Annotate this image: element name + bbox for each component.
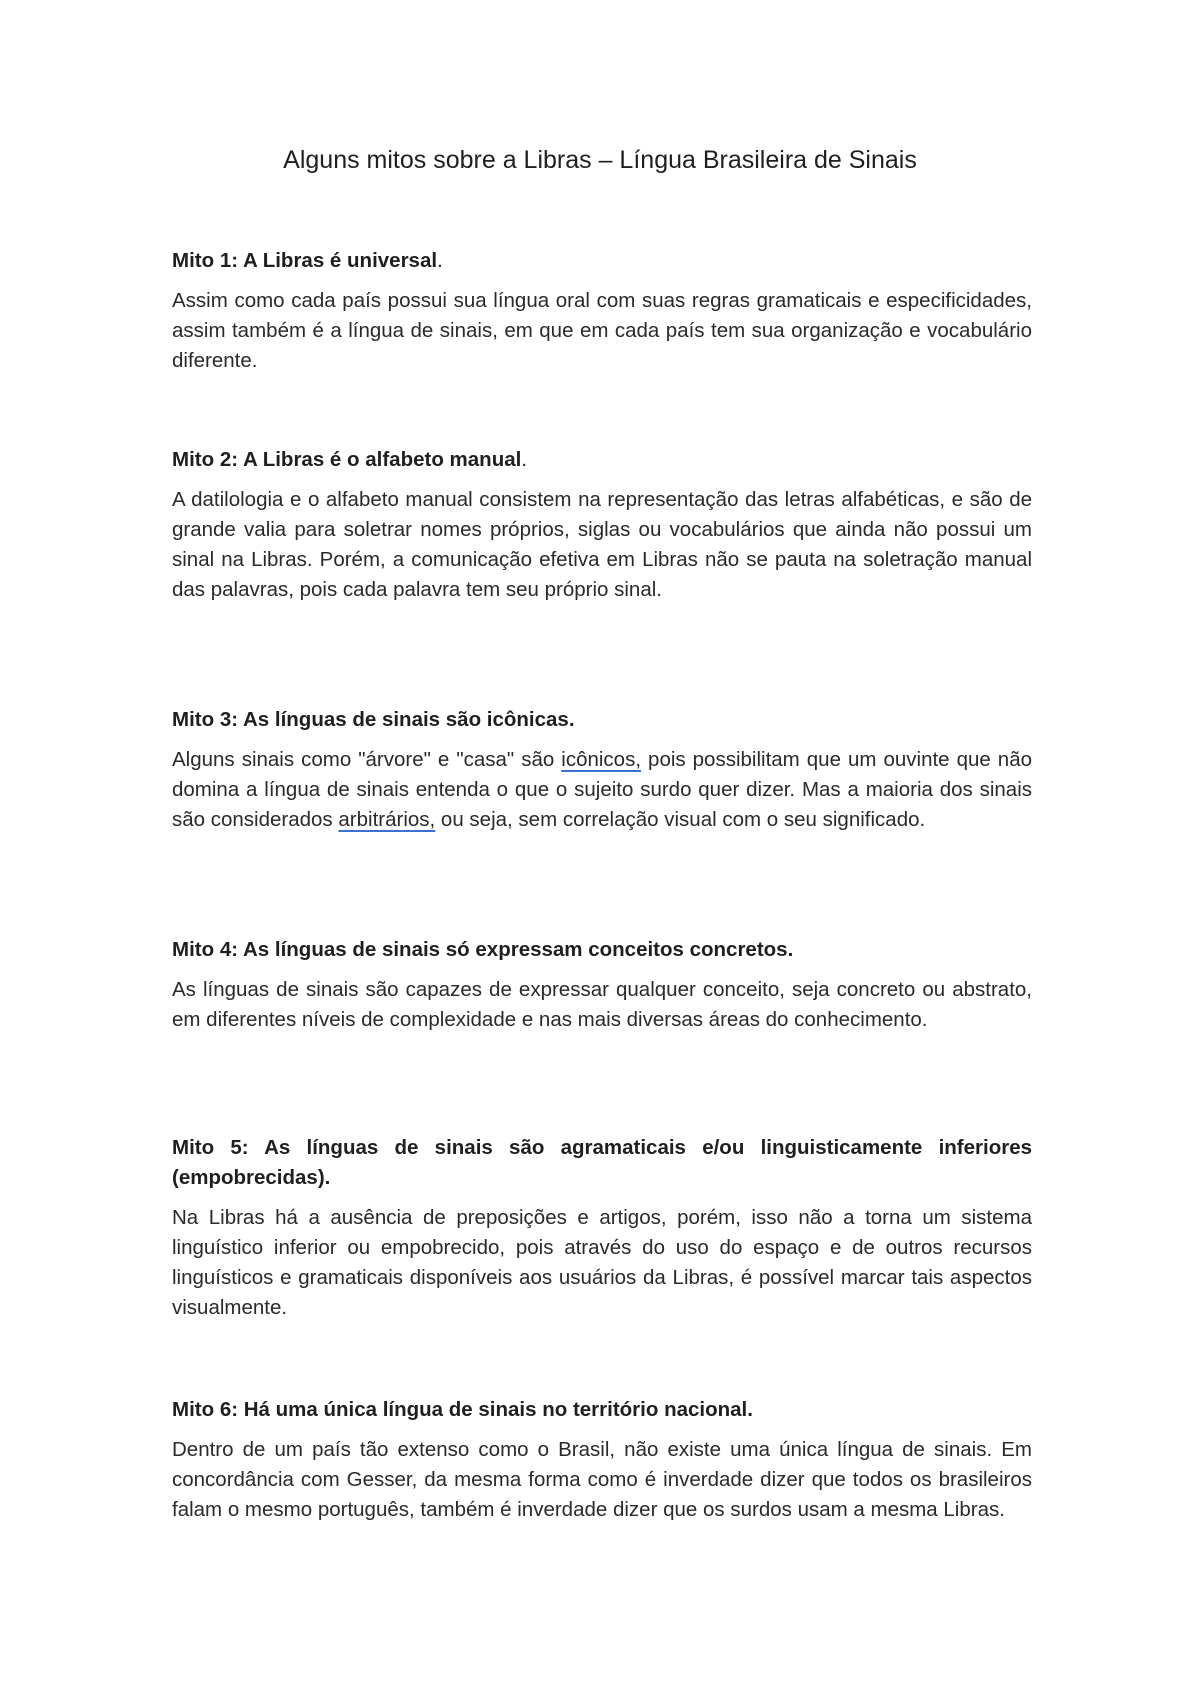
myth-body-3-part-3: ou seja, sem correlação visual com o seu significado. bbox=[435, 808, 926, 831]
myth-body-3-part-2: pois possibilitam que um ouvinte que não domina a língua de sinais entenda o que o sujeito surdo quer dizer. Mas a maioria dos sinais são considerados bbox=[172, 748, 1032, 831]
myth-section-1 bbox=[172, 246, 1032, 376]
myth-body-6: Dentro de um país tão extenso como o Brasil, não existe uma única língua de sinais. Em concordância com Gesser, da mesma forma como é inverdade dizer que todos os brasileiros falam o mesmo português, também é inverdade dizer que os surdos usam a mesma Libras. bbox=[172, 1438, 1032, 1521]
myth-body-5: Na Libras há a ausência de preposições e artigos, porém, isso não a torna um sistema linguístico inferior ou empobrecido, pois através do uso do espaço e de outros recursos linguísticos e gramaticais disponíveis aos usuários da Libras, é possível marcar tais aspectos visualmente. bbox=[172, 1206, 1032, 1319]
myth-heading-2-text: Mito 2: A Libras é o alfabeto manual bbox=[172, 448, 522, 471]
myth-heading-5: Mito 5: As línguas de sinais são agramaticais e/ou linguisticamente inferiores (empobrecidas). bbox=[172, 1136, 1032, 1189]
myth-heading-3: Mito 3: As línguas de sinais são icônicas. bbox=[172, 708, 575, 731]
myth-section-3 bbox=[172, 705, 1032, 835]
myth-section-6 bbox=[172, 1395, 1032, 1525]
myth-body-2: A datilologia e o alfabeto manual consistem na representação das letras alfabéticas, e são de grande valia para soletrar nomes próprios, siglas ou vocabulários que ainda não possui um sinal na Libras. Porém, a comunicação efetiva em Libras não se pauta na soletração manual das palavras, pois cada palavra tem seu próprio sinal. bbox=[172, 488, 1032, 601]
myth-heading-2 bbox=[172, 445, 1032, 475]
myth-section-4 bbox=[172, 935, 1032, 1035]
myth-heading-1-trail: . bbox=[437, 249, 443, 272]
myth-body-3-part-1: Alguns sinais como "árvore" e "casa" são bbox=[172, 748, 562, 771]
myth-heading-2-trail: . bbox=[521, 448, 528, 471]
myth-section-2 bbox=[172, 445, 1032, 605]
myth-body-3 bbox=[172, 745, 1032, 835]
myth-section-5 bbox=[172, 1133, 1032, 1323]
myth-body-1: Assim como cada país possui sua língua oral com suas regras gramaticais e especificidades, assim também é a língua de sinais, em que em cada país tem sua organização e vocabulário diferente. bbox=[172, 289, 1032, 372]
arbitrarios-link[interactable]: arbitrários, bbox=[338, 808, 436, 831]
myth-heading-1-text: Mito 1: A Libras é universal bbox=[172, 249, 438, 272]
iconicos-link[interactable]: icônicos, bbox=[561, 748, 642, 771]
document-title: Alguns mitos sobre a Libras – Língua Brasileira de Sinais bbox=[283, 146, 917, 174]
myth-body-4: As línguas de sinais são capazes de expressar qualquer conceito, seja concreto ou abstrato, em diferentes níveis de complexidade e nas mais diversas áreas do conhecimento. bbox=[172, 978, 1032, 1031]
myth-heading-1 bbox=[172, 246, 1032, 276]
myth-heading-6: Mito 6: Há uma única língua de sinais no território nacional. bbox=[172, 1398, 753, 1421]
myth-heading-4: Mito 4: As línguas de sinais só expressam conceitos concretos. bbox=[172, 938, 794, 961]
